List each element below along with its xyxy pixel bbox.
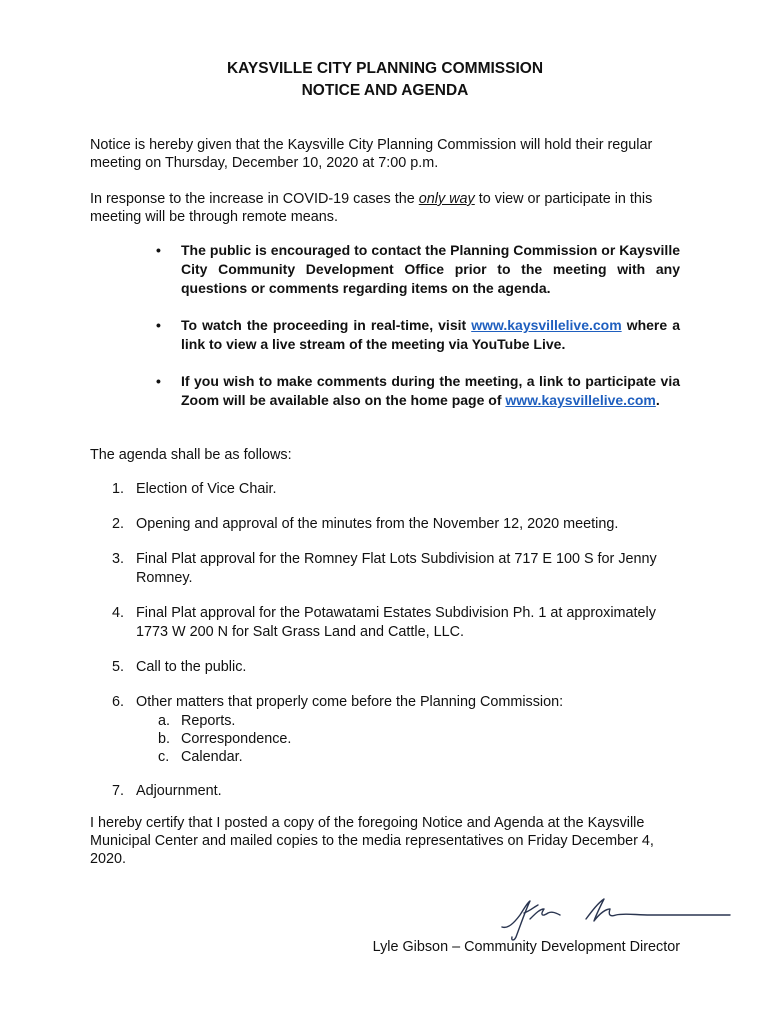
kaysvillelive-link[interactable]: www.kaysvillelive.com [471, 317, 622, 333]
agenda-item-number: 4. [112, 605, 125, 621]
covid-emphasis: only way [418, 191, 475, 207]
agenda-item-number: 3. [112, 551, 125, 567]
bullet-marker: • [156, 317, 161, 333]
bullet-item-watch [156, 316, 680, 354]
agenda-item [90, 550, 680, 588]
agenda-item-text: Call to the public. [136, 659, 247, 675]
agenda-sublist [136, 712, 680, 766]
agenda-item-text: Final Plat approval for the Potawatami Estates Subdivision Ph. 1 at approximately 1773 W 200 N for Salt Grass Land and Cattle, LLC. [136, 605, 656, 640]
agenda-item [90, 515, 680, 534]
agenda-item-text: Final Plat approval for the Romney Flat Lots Subdivision at 717 E 100 S for Jenny Romney. [136, 551, 657, 586]
agenda-item [90, 782, 680, 801]
covid-paragraph [90, 190, 680, 226]
agenda-item-text: Adjournment. [136, 783, 222, 799]
agenda-item-text: Opening and approval of the minutes from the November 12, 2020 meeting. [136, 516, 619, 532]
title-line-1: KAYSVILLE CITY PLANNING COMMISSION [226, 60, 544, 77]
covid-text-after: to view or participate in this meeting will be through remote means. [90, 191, 653, 225]
bullet-item-contact [156, 241, 680, 298]
notice-paragraph: Notice is hereby given that the Kaysville City Planning Commission will hold their regular meeting on Thursday, December 10, 2020 at 7:00 p.m. [90, 137, 653, 171]
agenda-item [90, 658, 680, 677]
kaysvillelive-link[interactable]: www.kaysvillelive.com [505, 392, 656, 408]
signature-name-line: Lyle Gibson – Community Development Director [372, 939, 680, 955]
agenda-subitem [136, 730, 680, 748]
agenda-item-text: Other matters that properly come before the Planning Commission: [136, 694, 564, 710]
agenda-item-number: 6. [112, 694, 125, 710]
bullet-text-before: To watch the proceeding in real-time, visit [181, 317, 472, 333]
handwritten-signature [500, 893, 740, 943]
bullet-text-after: where a link to view a live stream of the meeting via YouTube Live. [181, 317, 680, 352]
agenda-subitem-letter: b. [158, 731, 171, 747]
agenda-item-number: 1. [112, 481, 125, 497]
agenda-subitem-text: Correspondence. [181, 731, 292, 747]
agenda-item [90, 693, 680, 766]
agenda-subitem [136, 712, 680, 730]
agenda-item-text: Election of Vice Chair. [136, 481, 277, 497]
certification-paragraph: I hereby certify that I posted a copy of the foregoing Notice and Agenda at the Kaysville Municipal Center and mailed copies to the media representatives on Friday December 4, 2020. [90, 815, 654, 867]
agenda-item-number: 7. [112, 783, 125, 799]
agenda-intro: The agenda shall be as follows: [90, 447, 292, 463]
covid-text-before: In response to the increase in COVID-19 cases the [90, 191, 419, 207]
agenda-item-number: 5. [112, 659, 125, 675]
agenda-item-number: 2. [112, 516, 125, 532]
bullet-text-after: . [655, 392, 660, 408]
bullet-item-zoom [156, 372, 680, 410]
agenda-list [90, 480, 680, 817]
agenda-subitem [136, 748, 680, 766]
agenda-item [90, 480, 680, 499]
agenda-item [90, 604, 680, 642]
document-title [90, 58, 680, 102]
agenda-subitem-letter: c. [158, 749, 170, 765]
agenda-subitem-letter: a. [158, 713, 171, 729]
bullet-marker: • [156, 242, 161, 258]
title-line-2: NOTICE AND AGENDA [301, 82, 469, 99]
agenda-subitem-text: Reports. [181, 713, 236, 729]
bullet-marker: • [156, 373, 161, 389]
bullet-text-before: If you wish to make comments during the meeting, a link to participate via Zoom will be available also on the home page of [181, 373, 680, 408]
bullet-text: The public is encouraged to contact the Planning Commission or Kaysville City Community Development Office prior to the meeting with any questions or comments regarding items on the agenda. [181, 242, 680, 296]
agenda-subitem-text: Calendar. [181, 749, 243, 765]
remote-participation-list [156, 241, 680, 428]
